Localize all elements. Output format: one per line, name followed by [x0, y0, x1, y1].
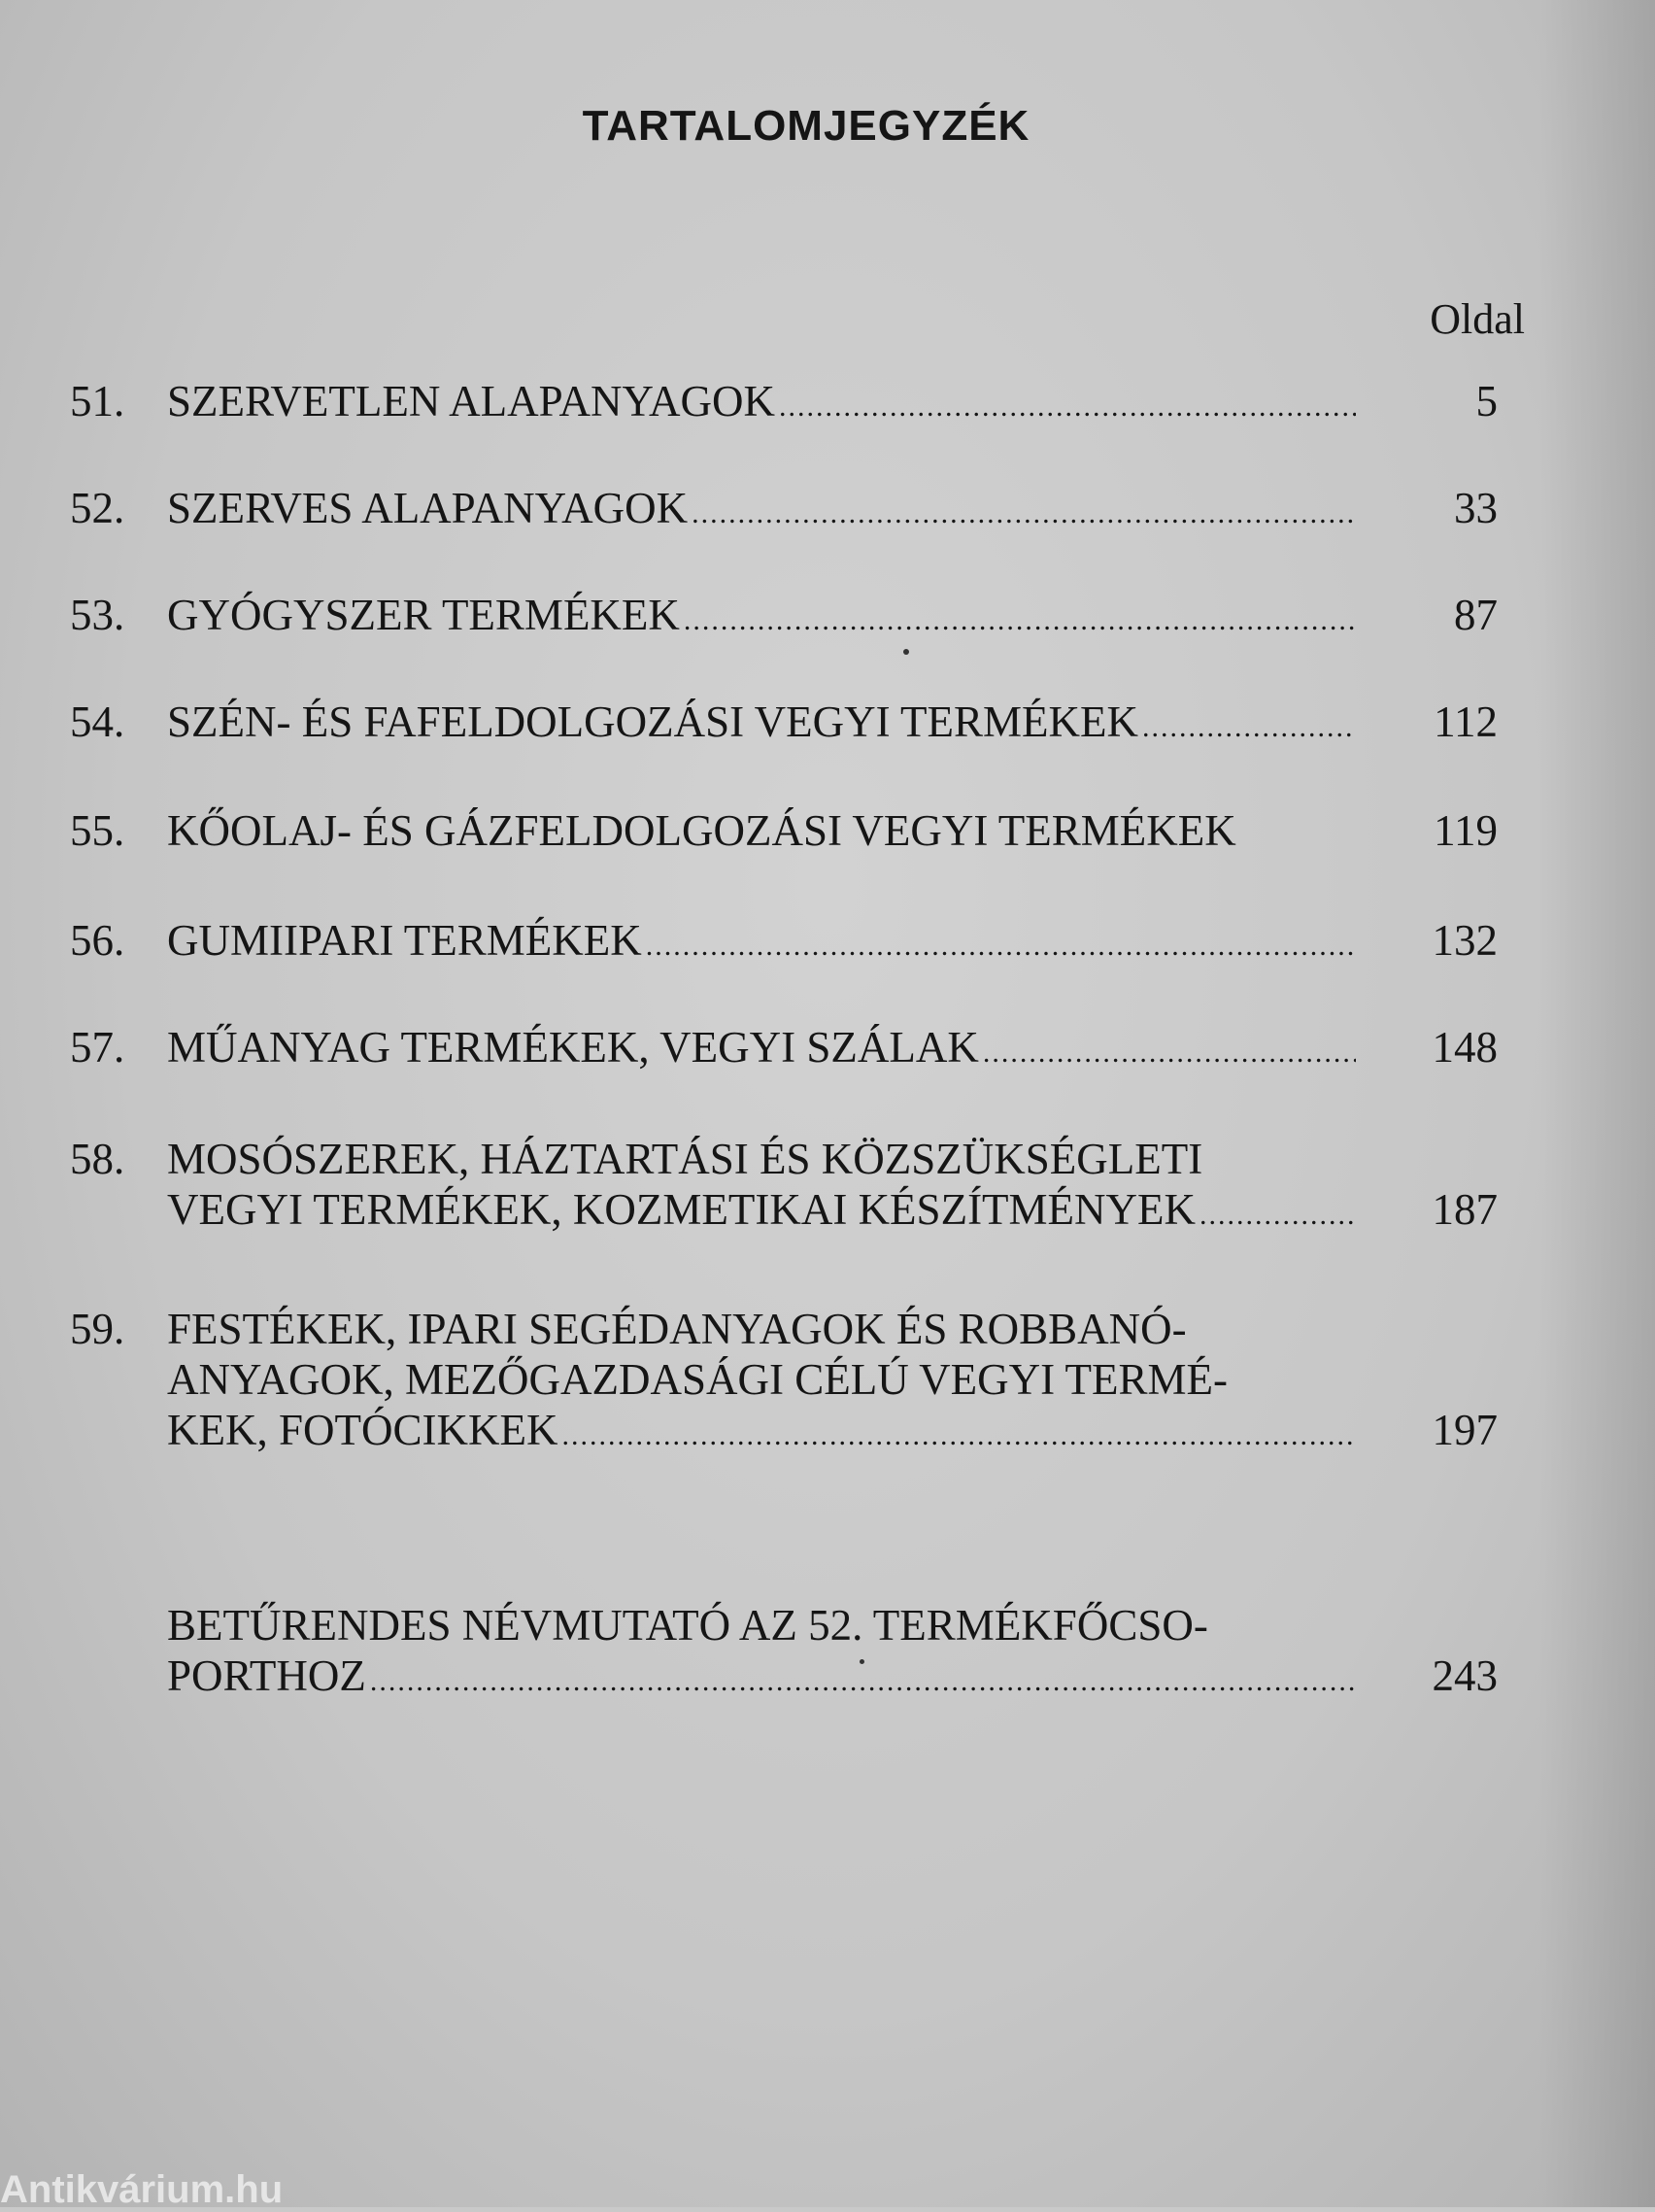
toc-page-number: 5 [1475, 377, 1498, 425]
page-edge-shadow [1538, 0, 1655, 2207]
toc-entry-title: GYÓGYSZER TERMÉKEK [167, 591, 680, 639]
toc-entry-title: PORTHOZ [167, 1651, 366, 1700]
watermark-text: Antikvárium.hu [0, 2168, 284, 2211]
toc-entry-number: 54. [70, 698, 125, 746]
dot-leader [1196, 1188, 1356, 1237]
toc-entry-line [0, 913, 1655, 968]
toc-entry-title: FESTÉKEK, IPARI SEGÉDANYAGOK ÉS ROBBANÓ- [167, 1305, 1187, 1353]
toc-entry-title: SZERVES ALAPANYAGOK [167, 484, 689, 532]
toc-entry-title: ANYAGOK, MEZŐGAZDASÁGI CÉLÚ VEGYI TERMÉ- [167, 1355, 1229, 1404]
toc-entry-line [0, 803, 1655, 858]
dot-leader [1138, 700, 1356, 749]
toc-entry-line [0, 1182, 1655, 1237]
toc-entry-number: 57. [70, 1023, 125, 1072]
page-title: TARTALOMJEGYZÉK [582, 102, 1030, 150]
toc-page-number: 132 [1432, 916, 1498, 965]
toc-entry-line [0, 1132, 1655, 1186]
toc-entry-line [0, 1598, 1655, 1652]
toc-entry-number: 52. [70, 484, 125, 532]
toc-entry-title: SZERVETLEN ALAPANYAGOK [167, 377, 776, 425]
toc-entry-line [0, 588, 1655, 642]
toc-entry-number: 58. [70, 1135, 125, 1183]
print-speck [903, 649, 909, 655]
toc-entry-line [0, 374, 1655, 428]
toc-page-number: 112 [1434, 698, 1498, 746]
dot-leader [979, 1026, 1356, 1074]
toc-entry-line [0, 481, 1655, 535]
toc-page-number: 148 [1432, 1023, 1498, 1072]
toc-entry-number: 51. [70, 377, 125, 425]
toc-entry-title: GUMIIPARI TERMÉKEK [167, 916, 642, 965]
toc-entry-number: 56. [70, 916, 125, 965]
dot-leader [775, 380, 1356, 428]
toc-entry-line [0, 1649, 1655, 1703]
toc-entry-line [0, 1302, 1655, 1356]
page-column-label: Oldal [1430, 295, 1525, 343]
toc-entry-title: MOSÓSZEREK, HÁZTARTÁSI ÉS KÖZSZÜKSÉGLETI [167, 1135, 1203, 1183]
toc-entry-title: KŐOLAJ- ÉS GÁZFELDOLGOZÁSI VEGYI TERMÉKEK [167, 806, 1236, 855]
toc-entry-title: VEGYI TERMÉKEK, KOZMETIKAI KÉSZÍTMÉNYEK [167, 1185, 1197, 1234]
toc-entry-title: KEK, FOTÓCIKKEK [167, 1406, 558, 1454]
toc-page-number: 87 [1454, 591, 1498, 639]
toc-page-number: 119 [1434, 806, 1498, 855]
toc-entry-number: 53. [70, 591, 125, 639]
toc-entry-title: MŰANYAG TERMÉKEK, VEGYI SZÁLAK [167, 1023, 979, 1072]
dot-leader [680, 594, 1356, 642]
toc-entry-title: SZÉN- ÉS FAFELDOLGOZÁSI VEGYI TERMÉKEK [167, 698, 1138, 746]
print-speck [860, 1659, 864, 1664]
toc-entry-number: 55. [70, 806, 125, 855]
toc-entry-title: BETŰRENDES NÉVMUTATÓ AZ 52. TERMÉKFŐCSO- [167, 1601, 1208, 1650]
toc-entry-line [0, 1352, 1655, 1407]
toc-page-number: 33 [1454, 484, 1498, 532]
toc-entry-line [0, 695, 1655, 749]
toc-page-number: 197 [1432, 1406, 1498, 1454]
dot-leader [688, 487, 1356, 535]
dot-leader [557, 1409, 1356, 1457]
toc-entry-line [0, 1020, 1655, 1074]
toc-entry-line [0, 1403, 1655, 1457]
toc-page-number: 243 [1432, 1651, 1498, 1700]
toc-entry-number: 59. [70, 1305, 125, 1353]
toc-page-number: 187 [1432, 1185, 1498, 1234]
dot-leader [642, 919, 1356, 968]
